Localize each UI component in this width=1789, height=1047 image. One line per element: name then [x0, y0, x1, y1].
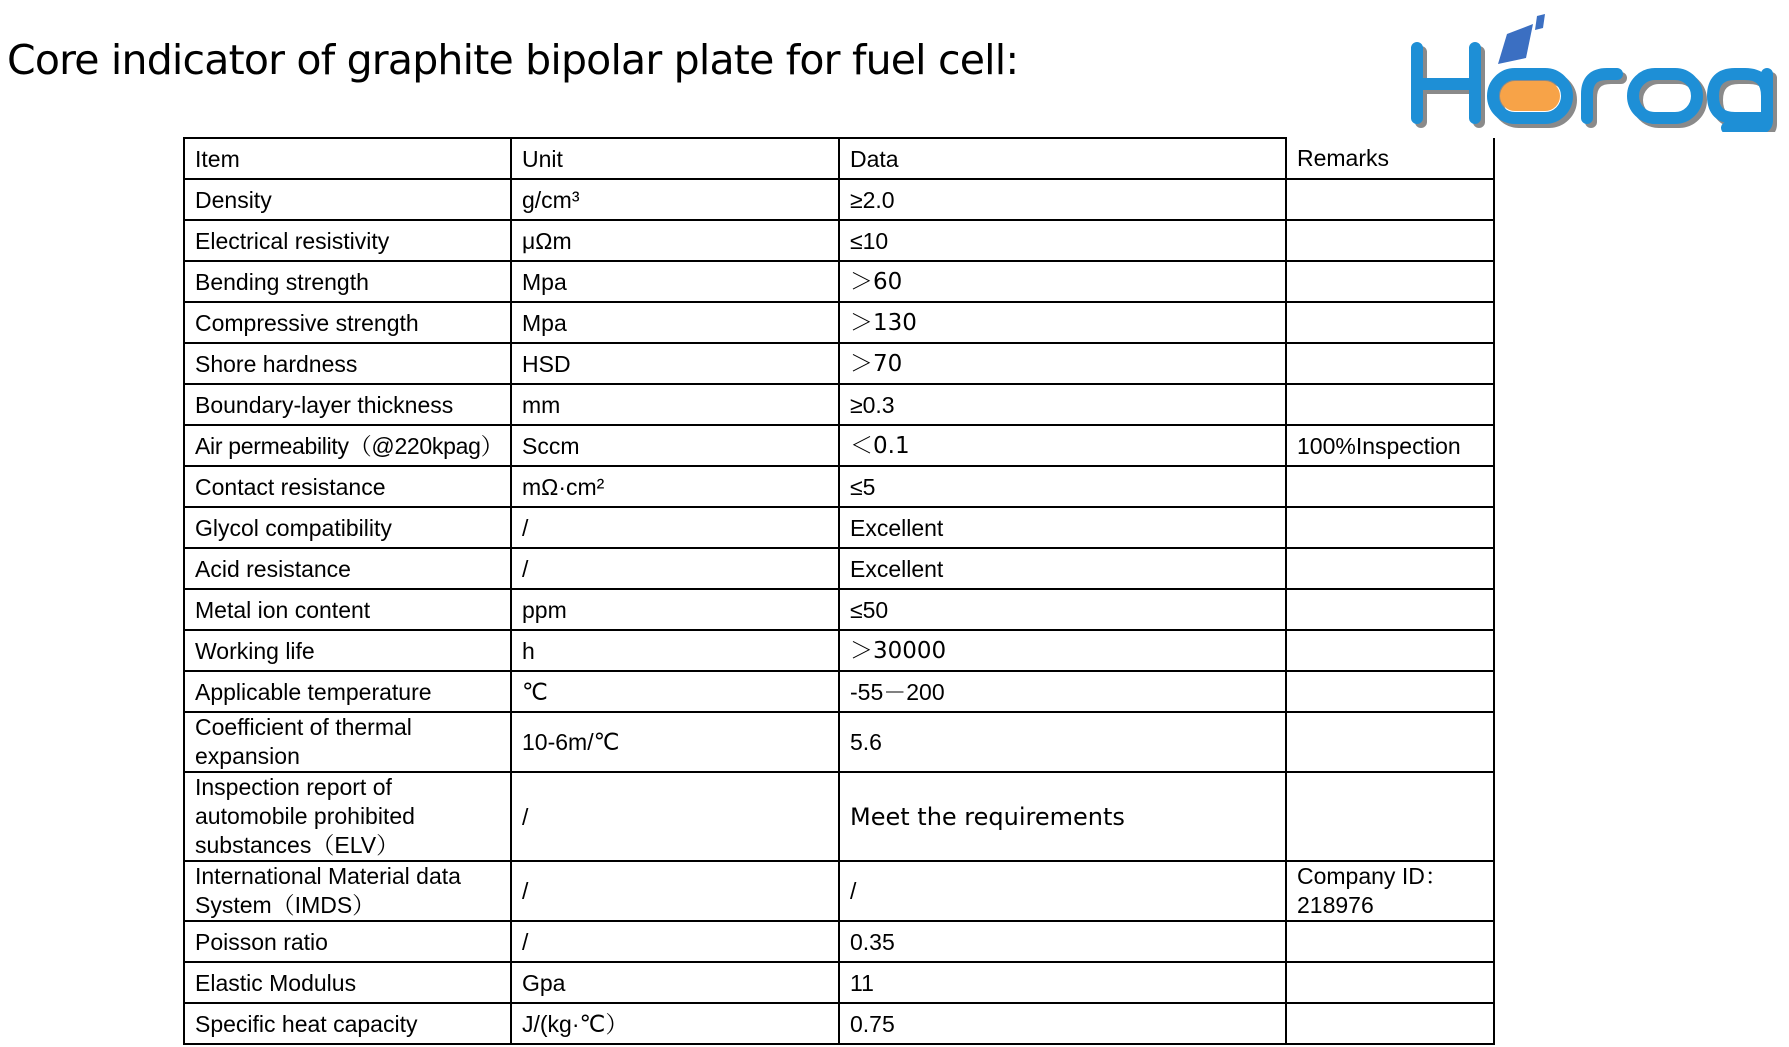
cell-item: Density	[184, 179, 511, 220]
table-row	[184, 507, 1494, 548]
cell-data: Excellent	[839, 507, 1286, 548]
cell-item: Glycol compatibility	[184, 507, 511, 548]
cell-unit: ℃	[511, 671, 839, 712]
table-row	[184, 179, 1494, 220]
cell-data: 0.35	[839, 921, 1286, 962]
table-header-row	[184, 138, 1494, 179]
header-data: Data	[839, 138, 1286, 179]
cell-data: ≥2.0	[839, 179, 1286, 220]
cell-unit: /	[511, 507, 839, 548]
cell-item: Electrical resistivity	[184, 220, 511, 261]
cell-item: Poisson ratio	[184, 921, 511, 962]
cell-data: ≥0.3	[839, 384, 1286, 425]
cell-unit: mΩ·cm²	[511, 466, 839, 507]
cell-data: 11	[839, 962, 1286, 1003]
cell-data: Excellent	[839, 548, 1286, 589]
cell-data: ＞60	[839, 261, 1286, 302]
cell-unit: Mpa	[511, 302, 839, 343]
table-row	[184, 343, 1494, 384]
cell-remarks	[1286, 772, 1494, 861]
cell-remarks	[1286, 712, 1494, 772]
cell-unit: 10-6m/℃	[511, 712, 839, 772]
table-row	[184, 384, 1494, 425]
cell-remarks	[1286, 630, 1494, 671]
cell-data: ＞30000	[839, 630, 1286, 671]
cell-item: Boundary-layer thickness	[184, 384, 511, 425]
header-remarks: Remarks	[1286, 138, 1494, 179]
cell-unit: /	[511, 921, 839, 962]
table-row	[184, 1003, 1494, 1044]
cell-item: Shore hardness	[184, 343, 511, 384]
cell-item: Contact resistance	[184, 466, 511, 507]
cell-remarks	[1286, 548, 1494, 589]
table-row	[184, 261, 1494, 302]
spec-table	[183, 137, 1495, 1045]
table-row	[184, 962, 1494, 1003]
harog-logo-icon	[1405, 8, 1783, 132]
cell-remarks	[1286, 1003, 1494, 1044]
cell-item: Inspection report of automobile prohibited substances（ELV）	[184, 772, 511, 861]
cell-data: 0.75	[839, 1003, 1286, 1044]
header-unit: Unit	[511, 138, 839, 179]
cell-data: -55－200	[839, 671, 1286, 712]
page-title: Core indicator of graphite bipolar plate for fuel cell:	[7, 36, 1019, 84]
table-row	[184, 630, 1494, 671]
cell-remarks	[1286, 384, 1494, 425]
cell-data: /	[839, 861, 1286, 921]
cell-unit: /	[511, 772, 839, 861]
cell-remarks	[1286, 261, 1494, 302]
cell-unit: /	[511, 861, 839, 921]
cell-unit: Mpa	[511, 261, 839, 302]
table-row	[184, 302, 1494, 343]
cell-item: Acid resistance	[184, 548, 511, 589]
cell-remarks: Company ID：218976	[1286, 861, 1494, 921]
cell-unit: μΩm	[511, 220, 839, 261]
cell-unit: ppm	[511, 589, 839, 630]
cell-unit: HSD	[511, 343, 839, 384]
cell-remarks	[1286, 671, 1494, 712]
cell-data: ≤5	[839, 466, 1286, 507]
cell-unit: mm	[511, 384, 839, 425]
cell-data: ＜0.1	[839, 425, 1286, 466]
table-row	[184, 589, 1494, 630]
table-row	[184, 220, 1494, 261]
table-row	[184, 712, 1494, 772]
cell-remarks	[1286, 589, 1494, 630]
cell-unit: Gpa	[511, 962, 839, 1003]
cell-remarks	[1286, 343, 1494, 384]
cell-unit: g/cm³	[511, 179, 839, 220]
cell-data: Meet the requirements	[839, 772, 1286, 861]
table-row	[184, 425, 1494, 466]
cell-data: ≤10	[839, 220, 1286, 261]
cell-remarks	[1286, 466, 1494, 507]
cell-data: ＞130	[839, 302, 1286, 343]
table-row	[184, 671, 1494, 712]
cell-item: Coefficient of thermal expansion	[184, 712, 511, 772]
table-row	[184, 466, 1494, 507]
cell-item: Elastic Modulus	[184, 962, 511, 1003]
cell-item: Air permeability（@220kpag）	[184, 425, 511, 466]
cell-remarks	[1286, 962, 1494, 1003]
cell-data: 5.6	[839, 712, 1286, 772]
cell-unit: J/(kg·℃）	[511, 1003, 839, 1044]
cell-unit: h	[511, 630, 839, 671]
cell-unit: /	[511, 548, 839, 589]
cell-data: ＞70	[839, 343, 1286, 384]
cell-item: International Material data System（IMDS）	[184, 861, 511, 921]
table-row	[184, 921, 1494, 962]
cell-item: Working life	[184, 630, 511, 671]
cell-remarks	[1286, 179, 1494, 220]
cell-remarks	[1286, 220, 1494, 261]
table-row	[184, 861, 1494, 921]
table-row	[184, 548, 1494, 589]
cell-item: Applicable temperature	[184, 671, 511, 712]
cell-remarks	[1286, 507, 1494, 548]
cell-item: Bending strength	[184, 261, 511, 302]
cell-remarks	[1286, 921, 1494, 962]
cell-item: Compressive strength	[184, 302, 511, 343]
header-item: Item	[184, 138, 511, 179]
cell-unit: Sccm	[511, 425, 839, 466]
table-row	[184, 772, 1494, 861]
cell-item: Metal ion content	[184, 589, 511, 630]
cell-item: Specific heat capacity	[184, 1003, 511, 1044]
cell-data: ≤50	[839, 589, 1286, 630]
cell-remarks: 100%Inspection	[1286, 425, 1494, 466]
cell-remarks	[1286, 302, 1494, 343]
